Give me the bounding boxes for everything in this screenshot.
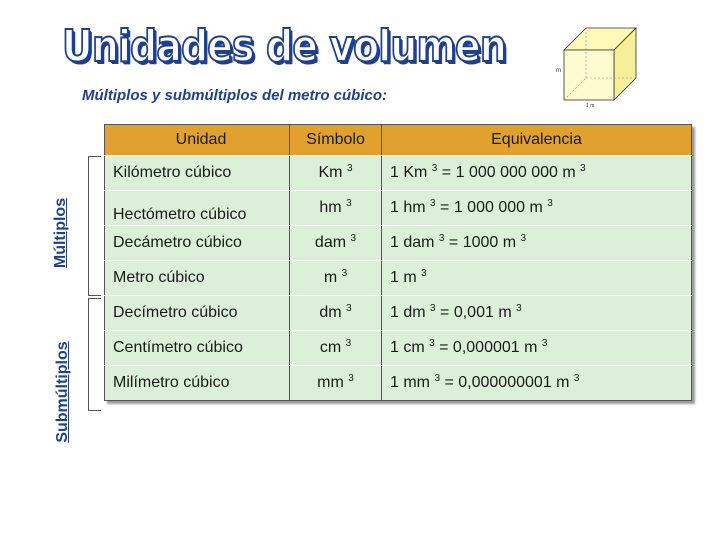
page-title: Unidades de volumen bbox=[62, 21, 506, 72]
multiples-bracket bbox=[88, 156, 101, 296]
page-subtitle: Múltiplos y submúltiplos del metro cúbico: bbox=[82, 87, 388, 104]
cube-edge-label-side: m bbox=[556, 68, 561, 74]
unit-symbol: m $^3$ bbox=[290, 261, 382, 296]
unit-symbol: hm $^3$ bbox=[290, 191, 382, 226]
unit-equivalence: 1 cm $^3$ = 0,000001 m $^3$ bbox=[382, 331, 692, 366]
cube-edge-label-bottom: 1 m bbox=[586, 103, 595, 108]
unit-name: Hectómetro cúbico bbox=[105, 191, 290, 226]
unit-equivalence: 1 hm $^3$ = 1 000 000 m $^3$ bbox=[382, 191, 692, 226]
table-row bbox=[105, 156, 692, 191]
table-row bbox=[105, 366, 692, 401]
unit-symbol: dm $^3$ bbox=[290, 296, 382, 331]
unit-name: Centímetro cúbico bbox=[105, 331, 290, 366]
unit-name: Milímetro cúbico bbox=[105, 366, 290, 401]
header-unit: Unidad bbox=[105, 125, 290, 156]
table-row bbox=[105, 191, 692, 226]
table-header-row bbox=[105, 125, 692, 156]
unit-equivalence: 1 dam $^3$ = 1000 m $^3$ bbox=[382, 226, 692, 261]
table-row bbox=[105, 226, 692, 261]
unit-symbol: mm $^3$ bbox=[290, 366, 382, 401]
unit-equivalence: 1 Km $^3$ = 1 000 000 000 m $^3$ bbox=[382, 156, 692, 191]
unit-equivalence: 1 mm $^3$ = 0,000000001 m $^3$ bbox=[382, 366, 692, 401]
unit-name: Decímetro cúbico bbox=[105, 296, 290, 331]
unit-symbol: dam $^3$ bbox=[290, 226, 382, 261]
table-row bbox=[105, 296, 692, 331]
unit-name: Kilómetro cúbico bbox=[105, 156, 290, 191]
multiples-label: Múltiplos bbox=[52, 197, 69, 269]
table-row bbox=[105, 261, 692, 296]
header-equivalence: Equivalencia bbox=[382, 125, 692, 156]
unit-equivalence: 1 dm $^3$ = 0,001 m $^3$ bbox=[382, 296, 692, 331]
volume-units-table bbox=[104, 124, 692, 401]
unit-equivalence: 1 m $^3$ bbox=[382, 261, 692, 296]
cube-diagram bbox=[556, 22, 642, 108]
table-row bbox=[105, 331, 692, 366]
unit-symbol: Km $^3$ bbox=[290, 156, 382, 191]
submultiples-bracket bbox=[88, 298, 101, 411]
unit-name: Decámetro cúbico bbox=[105, 226, 290, 261]
unit-name: Metro cúbico bbox=[105, 261, 290, 296]
header-symbol: Símbolo bbox=[290, 125, 382, 156]
submultiples-label: Submúltiplos bbox=[54, 341, 71, 443]
unit-symbol: cm $^3$ bbox=[290, 331, 382, 366]
